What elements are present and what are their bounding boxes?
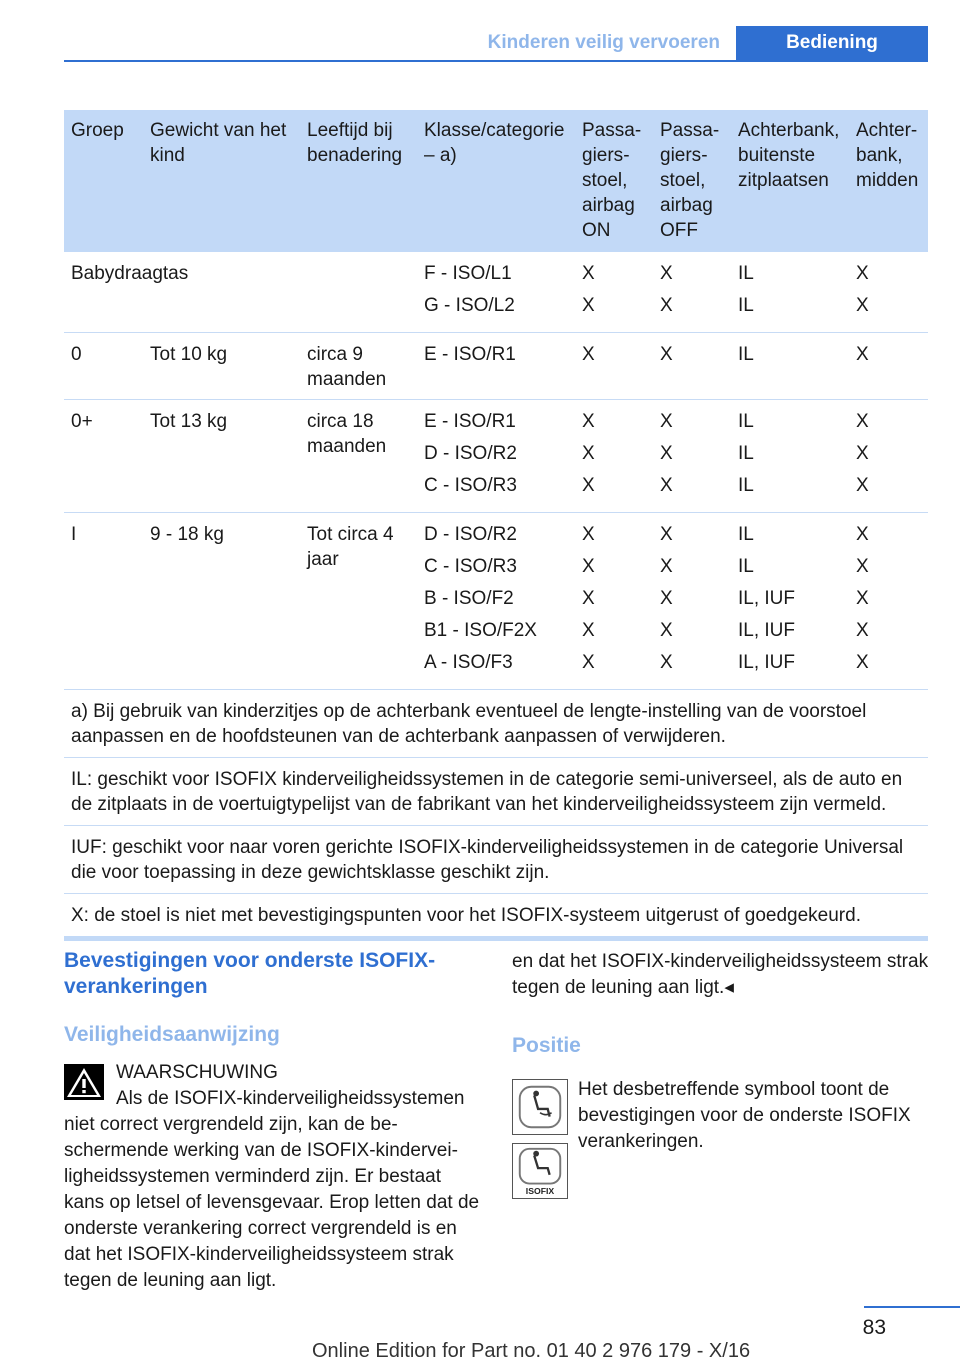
table-note-row [64, 758, 928, 826]
p-on-cell: X X X [575, 400, 653, 513]
weight-cell: Tot 10 kg [143, 333, 300, 400]
class-cell: E - ISO/R1 [417, 333, 575, 400]
group-cell: 0+ [64, 400, 143, 513]
header-cell: Groep [64, 110, 143, 252]
age-cell: circa 9 maanden [300, 333, 417, 400]
age-cell: circa 18 maanden [300, 400, 417, 513]
isofix-seat-icon [512, 1143, 568, 1199]
isofix-seat-icon [512, 1079, 568, 1135]
class-cell: E - ISO/R1 D - ISO/R2 C - ISO/R3 [417, 400, 575, 513]
p-off-cell: X X X X X [653, 513, 731, 690]
header-cell: Passagiersstoel, airbag OFF [653, 110, 731, 252]
page-header [64, 26, 928, 62]
table-note: X: de stoel is niet met bevestigingspunten voor het ISOFIX-systeem uitgerust of goedgekeurd. [64, 894, 928, 939]
page-number: 83 [862, 1316, 886, 1339]
table-row [64, 513, 928, 690]
p-off-cell: X X [653, 252, 731, 333]
left-column [64, 948, 480, 1291]
warning-triangle-icon [64, 1064, 104, 1100]
warning-text-continued: en dat het ISOFIX-kinderveiligheidssysteem strak tegen de leuning aan ligt.◂ [512, 951, 929, 998]
table-note-row [64, 690, 928, 758]
table-row [64, 400, 928, 513]
table-note: IUF: geschikt voor naar voren gerichte ISOFIX-kinderveiligheidssystemen in de categorie Universal die voor toepassing in deze gewichtsklasse geschikt zijn. [64, 826, 928, 894]
safety-heading: Veiligheidsaanwijzing [64, 1023, 280, 1046]
footer-rule [864, 1306, 960, 1308]
p-off-cell: X [653, 333, 731, 400]
header-cell: Leeftijd bij benadering [300, 110, 417, 252]
p-on-cell: X [575, 333, 653, 400]
isofix-icon-label: ISOFIX [525, 1186, 555, 1197]
p-on-cell: X X [575, 252, 653, 333]
rear-outer-cell: IL IL IL [731, 400, 849, 513]
section-title: Bevestigingen voor onderste ISOFIX-verankeringen [64, 949, 436, 998]
table-row [64, 252, 928, 333]
warning-block [64, 1060, 480, 1291]
position-block [512, 1069, 930, 1249]
header-cell: Passagiersstoel, airbag ON [575, 110, 653, 252]
group-cell: Babydraagtas [64, 252, 417, 333]
rear-mid-cell: X [849, 333, 928, 400]
isofix-table [64, 110, 928, 941]
warning-label: WAARSCHUWING [116, 1062, 278, 1083]
table-note: a) Bij gebruik van kinderzitjes op de achterbank eventueel de lengte-instelling van de voorstoel aanpassen en de hoofdsteunen van de achterbank aanpassen of verwijderen. [64, 690, 928, 758]
header-cell: Achterbank, midden [849, 110, 928, 252]
rear-outer-cell: IL [731, 333, 849, 400]
warning-text: Als de ISOFIX-kinderveiligheidssystemen niet correct vergrendeld zijn, kan de beschermende werking van de ISOFIX-kinderveiligheidssystemen verminderd zijn. Er bestaat kans op letsel of levensgevaar. Erop letten dat de onderste verankering correct vergrendeld is en dat het ISOFIX-kinderveiligheidssysteem strak tegen de leuning aan ligt. [64, 1088, 480, 1291]
position-text: Het desbetreffende symbool toont de bevestigingen voor de onderste ISOFIX verankeringen. [578, 1079, 911, 1152]
weight-cell: Tot 13 kg [143, 400, 300, 513]
header-tab-bediening[interactable]: Bediening [736, 26, 928, 62]
table-header-row [64, 110, 928, 252]
rear-mid-cell: X X X X X [849, 513, 928, 690]
age-cell: Tot circa 4 jaar [300, 513, 417, 690]
position-heading: Positie [512, 1034, 581, 1057]
table-note: IL: geschikt voor ISOFIX kinderveiligheidssystemen in de categorie semi-universeel, als de auto en de zitplaats in de voertuigtypelijst van de fabrikant van het kinderveiligheidssysteem zijn vermeld. [64, 758, 928, 826]
class-cell: D - ISO/R2 C - ISO/R3 B - ISO/F2 B1 - ISO/F2X A - ISO/F3 [417, 513, 575, 690]
footer-edition: Online Edition for Part no. 01 40 2 976 179 - X/16 [312, 1340, 751, 1362]
header-cell: Achterbank, buitenste zitplaatsen [731, 110, 849, 252]
weight-cell: 9 - 18 kg [143, 513, 300, 690]
class-cell: F - ISO/L1 G - ISO/L2 [417, 252, 575, 333]
rear-outer-cell: IL IL [731, 252, 849, 333]
table-note-row [64, 826, 928, 894]
group-cell: 0 [64, 333, 143, 400]
p-off-cell: X X X [653, 400, 731, 513]
header-section-title: Kinderen veilig vervoeren [487, 32, 720, 53]
header-cell: Gewicht van het kind [143, 110, 300, 252]
rear-outer-cell: IL IL IL, IUF IL, IUF IL, IUF [731, 513, 849, 690]
table-row [64, 333, 928, 400]
header-cell: Klasse/categorie – a) [417, 110, 575, 252]
table-note-row [64, 894, 928, 939]
rear-mid-cell: X X [849, 252, 928, 333]
right-column [512, 948, 930, 1249]
group-cell: I [64, 513, 143, 690]
header-rule [64, 60, 928, 62]
rear-mid-cell: X X X [849, 400, 928, 513]
p-on-cell: X X X X X [575, 513, 653, 690]
